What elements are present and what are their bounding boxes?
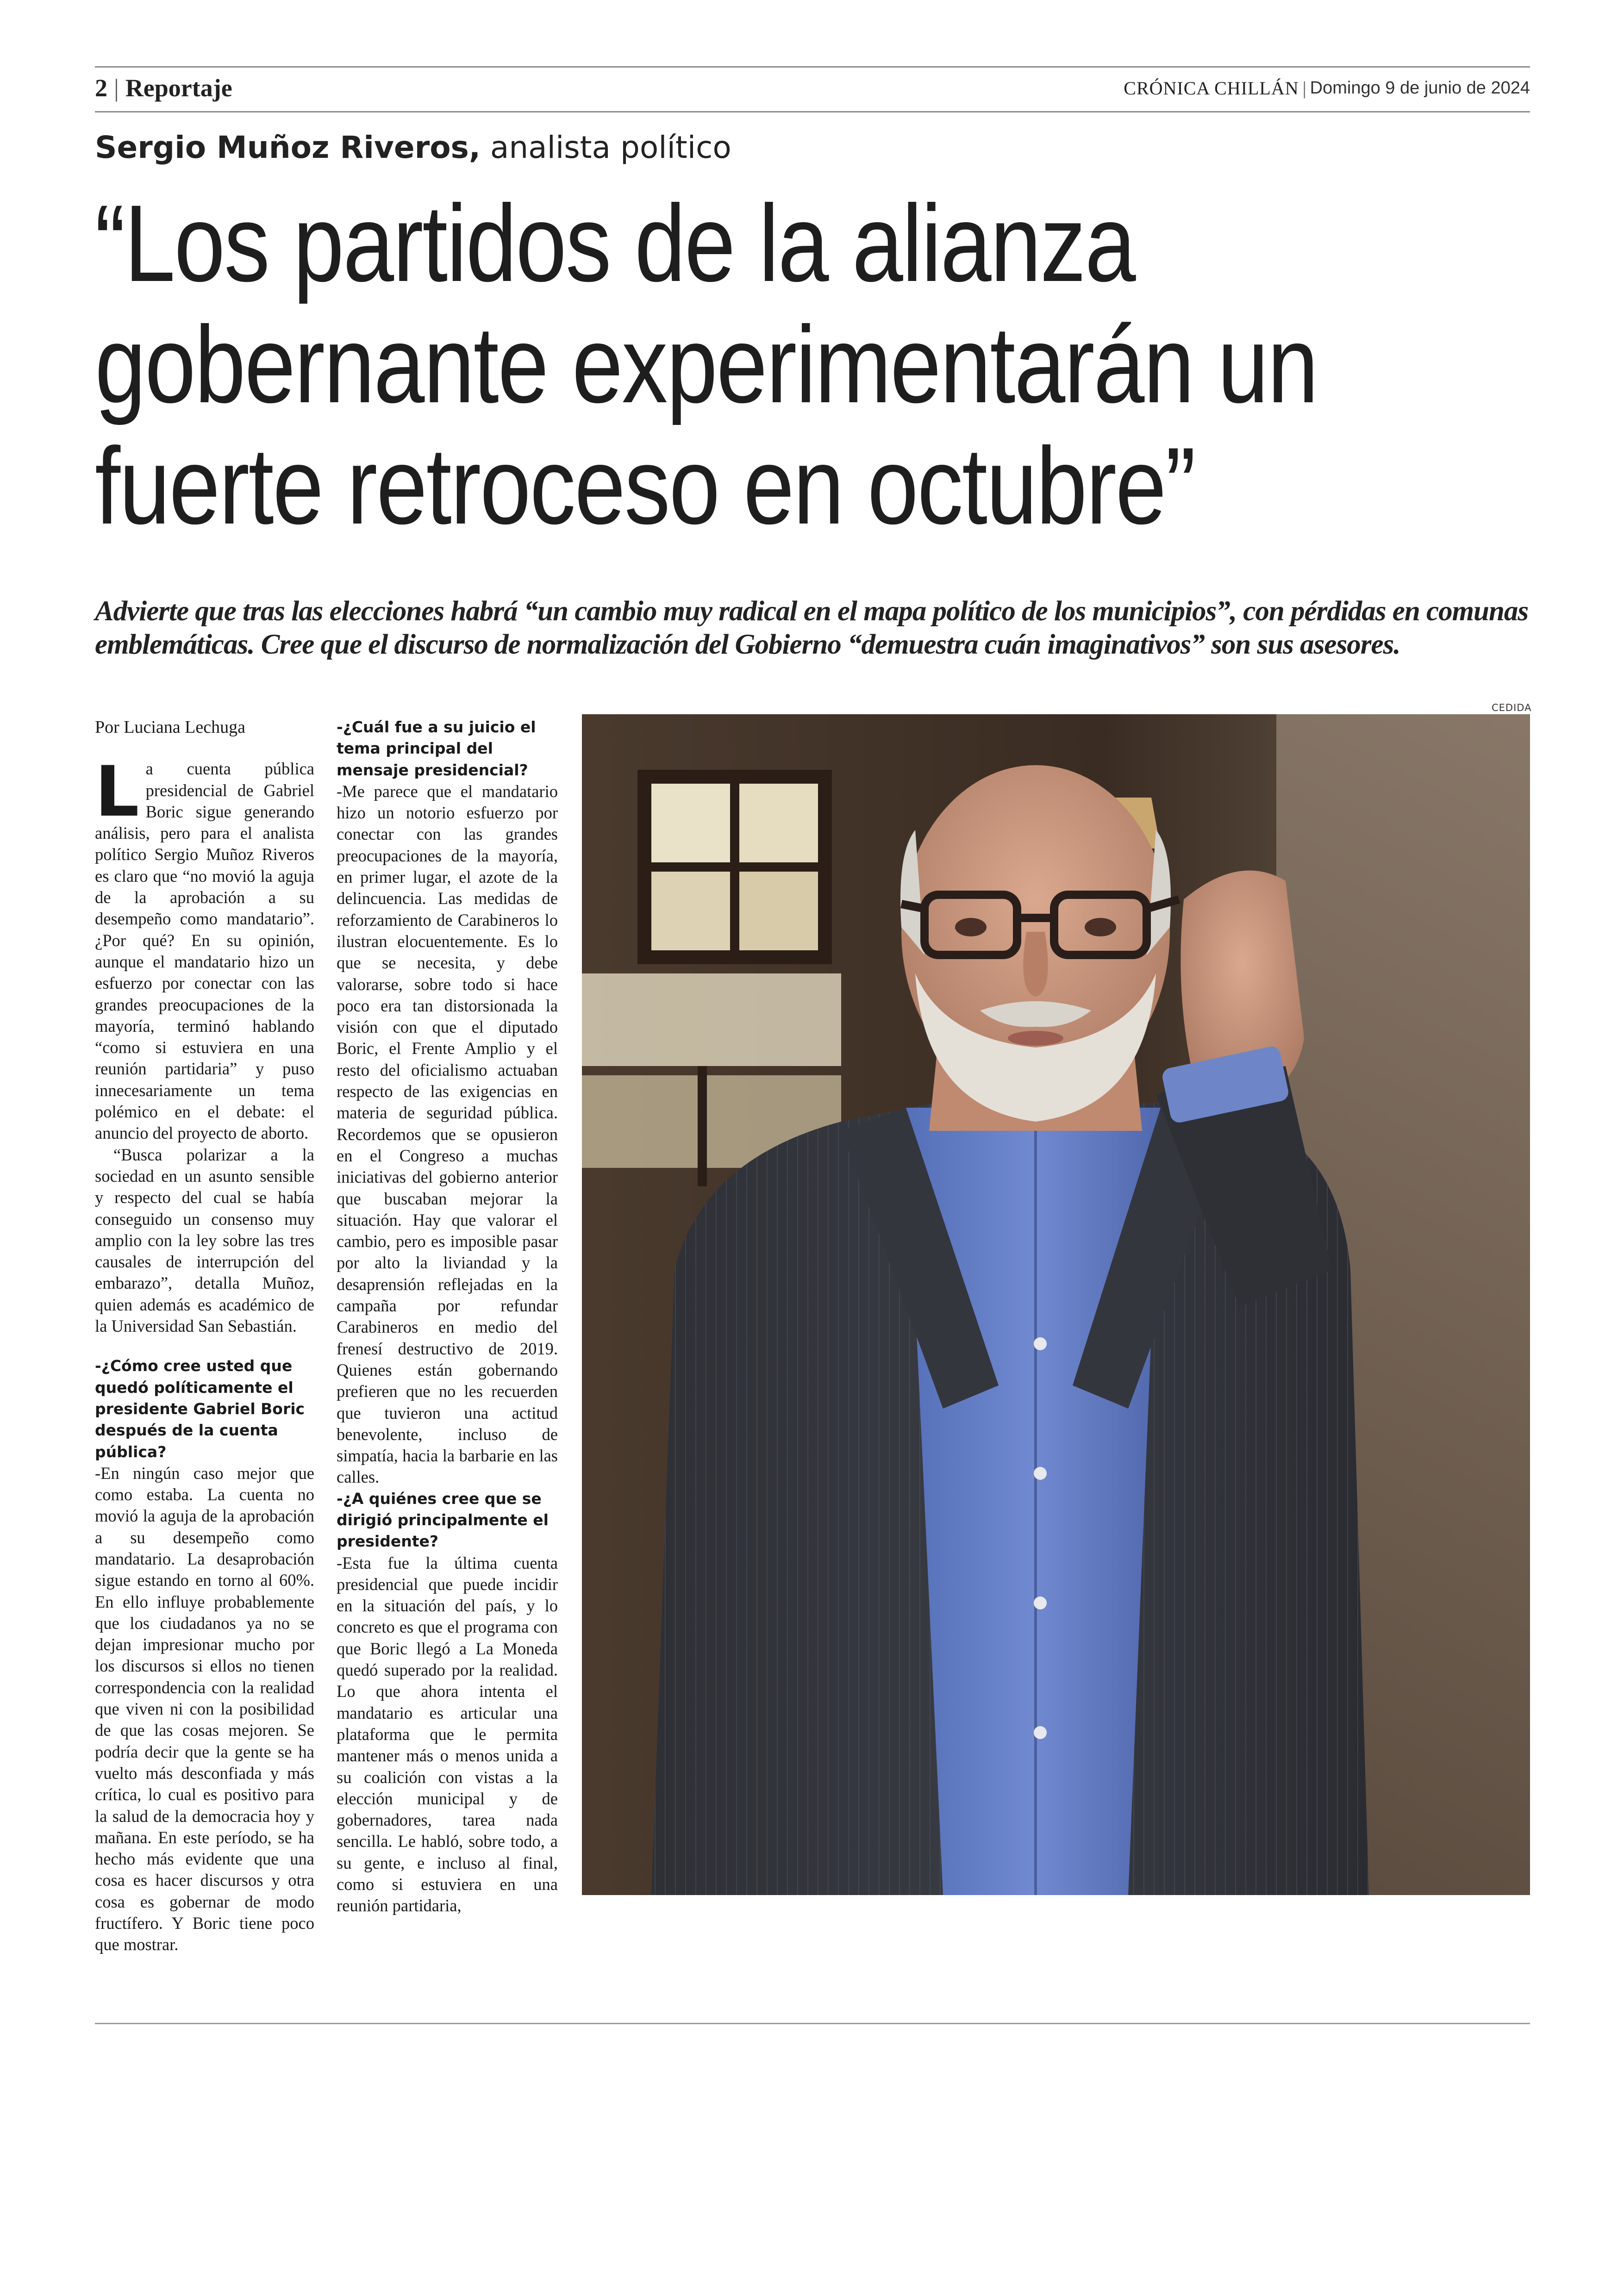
publication-date: Domingo 9 de junio de 2024 xyxy=(1310,78,1530,98)
interviewee-role: analista político xyxy=(480,130,731,165)
portrait-photo xyxy=(582,714,1530,1895)
photo-credit: CEDIDA xyxy=(1492,702,1532,713)
question-2: -¿Cuál fue a su juicio el tema principal del mensaje presidencial? xyxy=(337,718,536,779)
paragraph-1-text: a cuenta pública presidencial de Gabriel Boric sigue generando análisis, pero para el analista político Sergio Muñoz Riveros es claro que “no movió la aguja de la aprobación a su desempeño como mandatario”. ¿Por qué? En su opinión, aunque el mandatario hizo un esfuerzo por conectar con las grandes preocupaciones de la mayoría, terminó hablando “como si estuviera en una reunión partidaria” y puso innecesariamente un tema polémico en el debate: el anuncio del proyecto de aborto. xyxy=(95,759,314,1143)
question-1: -¿Cómo cree usted que quedó políticamente el presidente Gabriel Boric después de la cuenta pública? xyxy=(95,1357,305,1461)
interviewee-name: Sergio Muñoz Riveros, xyxy=(95,130,481,165)
section-name: Reportaje xyxy=(125,74,232,102)
article-deck: Advierte que tras las elecciones habrá “un cambio muy radical en el mapa político de los municipios”, con pérdidas en comunas emblemáticas. Cree que el discurso de normalización del Gobierno “demuestra cuán imaginativos” son sus asesores. xyxy=(95,596,1529,660)
interviewee-byline xyxy=(95,130,731,165)
footer-rule xyxy=(95,2023,1530,2024)
page-number: 2 xyxy=(95,74,107,102)
portrait-illustration xyxy=(582,714,1530,1895)
article-column-2 xyxy=(337,717,558,1917)
answer-2: -Me parece que el mandatario hizo un notorio esfuerzo por conectar con las grandes preocupaciones de la mayoría, en primer lugar, el azote de la delincuencia. Las medidas de reforzamiento de Carabineros lo ilustran elocuentemente. Es lo que se necesita, y debe valorarse, sobre todo si hace poco era tan distorsionada la visión con que el diputado Boric, el Frente Amplio y el resto del oficialismo actuaban respecto de las exigencias en materia de seguridad pública. Recordemos que se opusieron en el Congreso a muchas iniciativas del gobierno anterior que buscaban mejorar la situación. Hay que valorar el cambio, pero es imposible pasar por alto la liviandad y la desaprensión reflejadas en la campaña por refundar Carabineros en medio del frenesí destructivo de 2019. Quienes están gobernando prefieren que no les recuerden que tuvieron una actitud benevolente, incluso de simpatía, hacia la barbarie en las calles. xyxy=(337,781,558,1487)
answer-1: -En ningún caso mejor que como estaba. La cuenta no movió la aguja de la aprobación a su desempeño como mandatario. La desaprobación sigue estando en torno al 60%. En ello influye probablemente que los ciudadanos ya no se dejan impresionar mucho por los discursos si ellos no tienen correspondencia con la realidad que viven ni con la posibilidad de que las cosas mejoren. Se podría decir que la gente se ha vuelto más desconfiada y más crítica, lo cual es positivo para la salud de la democracia hoy y mañana. En este período, se ha hecho más evidente que una cosa es hacer discursos y otra cosa es gobernar de modo fructífero. Y Boric tiene poco que mostrar. xyxy=(95,1463,314,1954)
article-column-1 xyxy=(95,717,314,1956)
header-separator: | xyxy=(114,74,119,102)
article-paragraph xyxy=(95,752,314,1144)
article-author: Por Luciana Lechuga xyxy=(95,717,245,737)
answer-3: -Esta fue la última cuenta presidencial que puede incidir en la situación del país, y lo concreto es que el programa con que Boric llegó a La Moneda quedó superado por la realidad. Lo que ahora intenta el mandatario es articular una plataforma que le permita mantener más o menos unida a su coalición con vistas a la elección municipal y de gobernadores, tarea nada sencilla. Le habló, sobre todo, a su gente, e incluso al final, como si estuviera en una reunión partidaria, xyxy=(337,1553,558,1915)
publication-separator: | xyxy=(1302,77,1306,99)
header-top-rule xyxy=(95,66,1530,68)
question-3: -¿A quiénes cree que se dirigió principalmente el presidente? xyxy=(337,1489,549,1551)
page-title xyxy=(95,183,1542,547)
headline-line-2: gobernante experimentarán un xyxy=(95,304,1318,426)
section-header xyxy=(95,69,232,106)
header-bottom-rule xyxy=(95,111,1530,112)
drop-cap: L xyxy=(95,752,139,833)
headline-line-3: fuerte retroceso en octubre” xyxy=(95,425,1195,547)
publication-info xyxy=(1124,69,1530,106)
publication-name: CRÓNICA CHILLÁN xyxy=(1124,77,1299,99)
paragraph-2-text: “Busca polarizar a la sociedad en un asunto sensible y respecto del cual se había conseguido un consenso muy amplio con la ley sobre las tres causales de interrupción del embarazo”, detalla Muñoz, quien además es académico de la Universidad San Sebastián. xyxy=(95,1145,314,1336)
headline-line-1: “Los partidos de la alianza xyxy=(95,182,1135,305)
